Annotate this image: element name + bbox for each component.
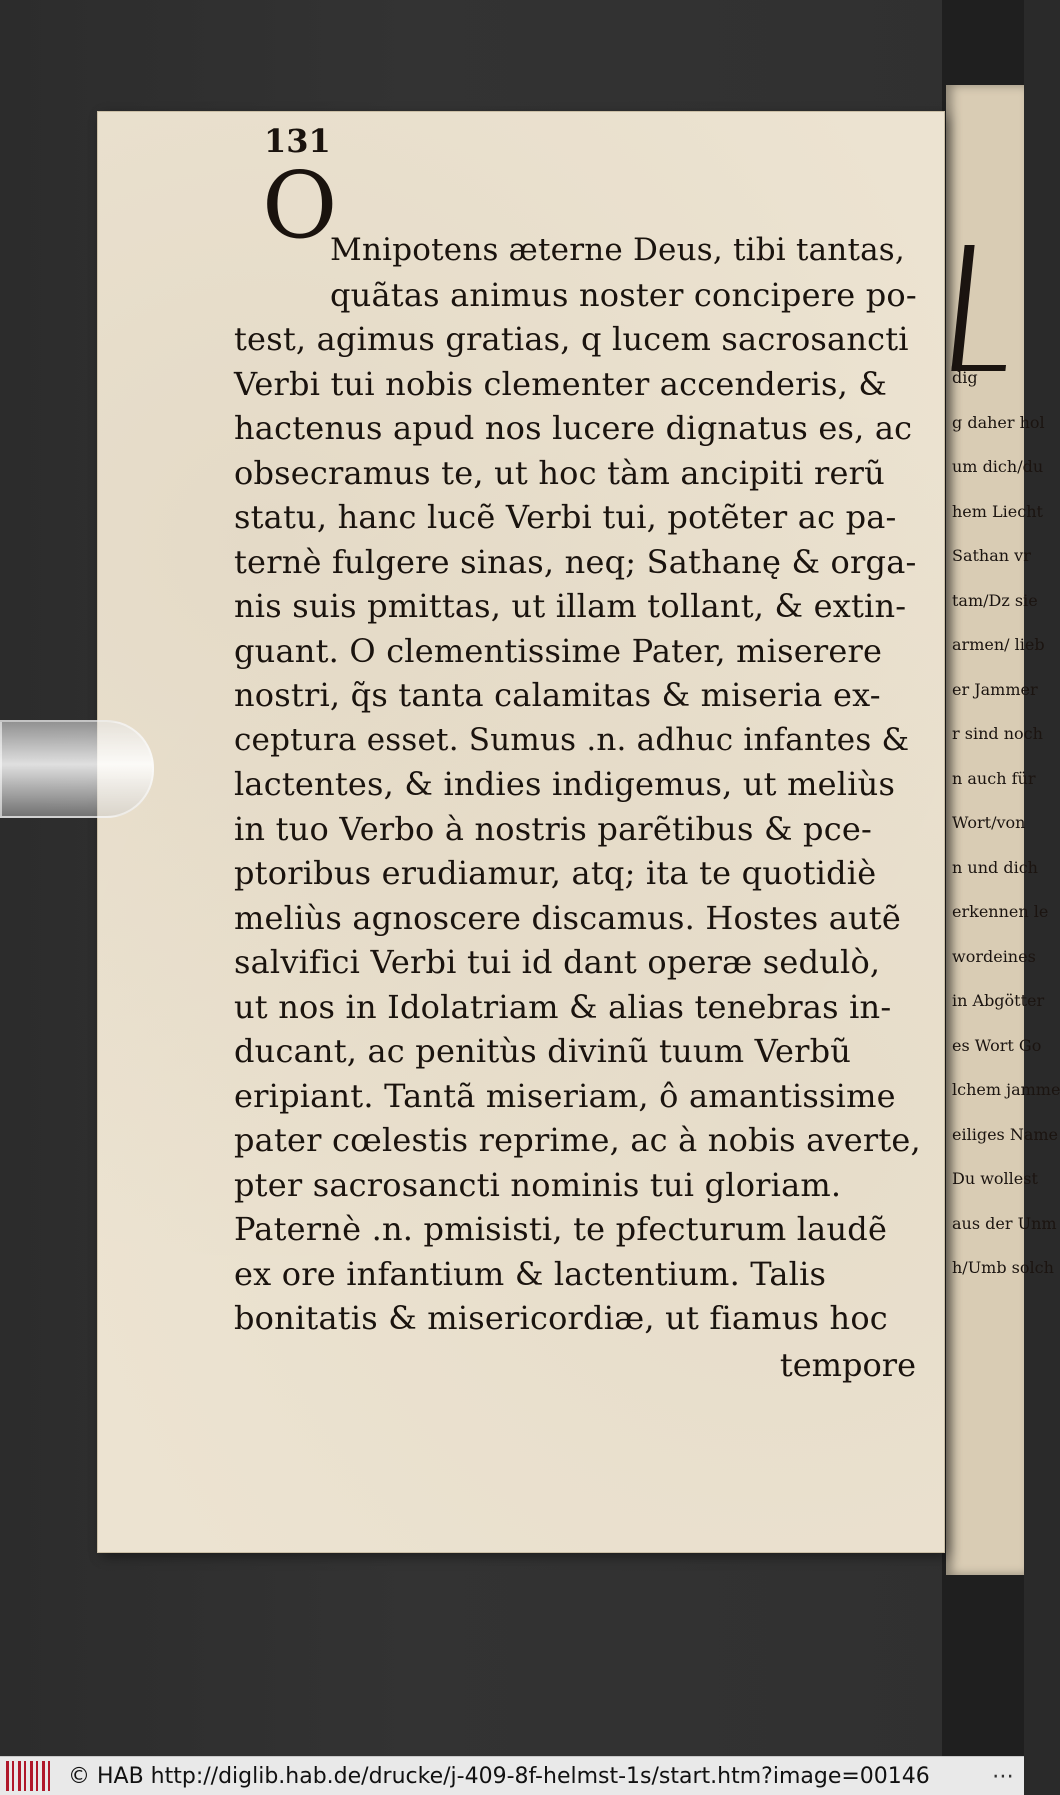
facing-text-line: es Wort Go [952, 1035, 1042, 1055]
facing-text-line: wordeines [952, 946, 1036, 966]
more-options-icon[interactable]: ⋯ [992, 1763, 1014, 1789]
catchword: tempore [779, 1346, 916, 1384]
facing-page [946, 85, 1060, 1575]
text-line: ducant, ac penitùs divinũ tuum Verbũ [234, 1032, 852, 1070]
text-line: meliùs agnoscere discamus. Hostes autẽ [234, 898, 902, 937]
text-line: salvifici Verbi tui id dant operæ sedulò, [234, 943, 881, 981]
book-clip [0, 720, 154, 818]
facing-text-line: tam/Dz sie [952, 590, 1038, 610]
book-page [98, 112, 944, 1552]
text-line: Verbi tui nobis clementer accenderis, & [234, 364, 888, 403]
facing-text-line: g daher hol [952, 412, 1045, 432]
text-line: lactentes, & indies indigemus, ut meliùs [234, 765, 896, 803]
text-line: bonitatis & misericordiæ, ut fiamus hoc [234, 1299, 888, 1337]
facing-text-line: Sathan vr [952, 546, 1031, 565]
text-line: ut nos in Idolatriam & alias tenebras in- [234, 987, 892, 1026]
facing-text-line: in Abgötter [952, 991, 1045, 1010]
facing-text-line: h/Umb solch [952, 1258, 1054, 1277]
text-line: ternè fulgere sinas, neq; Sathanę & orga- [234, 542, 917, 581]
text-line: in tuo Verbo à nostris parẽtibus & pce- [234, 809, 872, 848]
facing-decorated-initial [951, 245, 1018, 371]
source-url[interactable]: © HAB http://diglib.hab.de/drucke/j-409-8f-helmst-1s/start.htm?image=00146 [68, 1763, 930, 1789]
facing-text-line: um dich/du [952, 457, 1044, 476]
facing-text-line: erkennen le [952, 902, 1049, 921]
text-line: Mnipotens æterne Deus, tibi tantas, [330, 232, 905, 268]
facing-text-line: r sind noch [952, 724, 1043, 743]
text-line: ptoribus erudiamur, atq; ita te quotidiè [234, 854, 877, 892]
text-line: statu, hanc lucẽ Verbi tui, potẽter ac pa- [234, 498, 897, 536]
facing-text-line: aus der Unm [952, 1213, 1057, 1233]
text-line: test, agimus gratias, q lucem sacrosancti [234, 320, 909, 358]
facing-text-line: er Jammer [952, 679, 1038, 699]
facing-text-line: n auch für [952, 768, 1036, 788]
text-line: ex ore infantium & lactentium. Talis [234, 1254, 827, 1293]
facing-text-line: n und dich [952, 857, 1038, 877]
facing-text-line: hem Liecht [952, 501, 1043, 521]
text-line: guant. O clementissime Pater, miserere [234, 631, 883, 670]
text-line: nostri, q̃s tanta calamitas & miseria ex- [234, 676, 881, 714]
facing-text-line: eiliges Name [952, 1124, 1059, 1144]
text-line: ceptura esset. Sumus .n. adhuc infantes & [234, 721, 910, 758]
facing-text-line: lchem jamme [952, 1080, 1060, 1099]
page-number: 131 [264, 122, 331, 160]
hab-logo-icon [6, 1761, 50, 1791]
facing-text-line: Du wollest [952, 1169, 1038, 1188]
facing-text-line: Wort/von [952, 813, 1026, 832]
decorated-initial: O [262, 152, 338, 259]
text-line: pter sacrosancti nominis tui gloriam. [234, 1165, 842, 1204]
text-line: Paternè .n. pmisisti, te pfecturum laudẽ [234, 1210, 888, 1248]
status-bar [0, 1756, 1024, 1795]
text-line: hactenus apud nos lucere dignatus es, ac [234, 409, 913, 447]
text-line: quãtas animus noster concipere po- [330, 275, 917, 314]
facing-text-line: armen/ lieb [952, 635, 1045, 654]
text-line: nis suis pmittas, ut illam tollant, & extin- [234, 587, 907, 625]
text-line: eripiant. Tantã miseriam, ô amantissime [234, 1076, 896, 1115]
facing-text-line: dig [952, 368, 978, 387]
text-line: pater cœlestis reprime, ac à nobis averte, [234, 1121, 921, 1159]
text-line: obsecramus te, ut hoc tàm ancipiti rerũ [234, 453, 885, 492]
